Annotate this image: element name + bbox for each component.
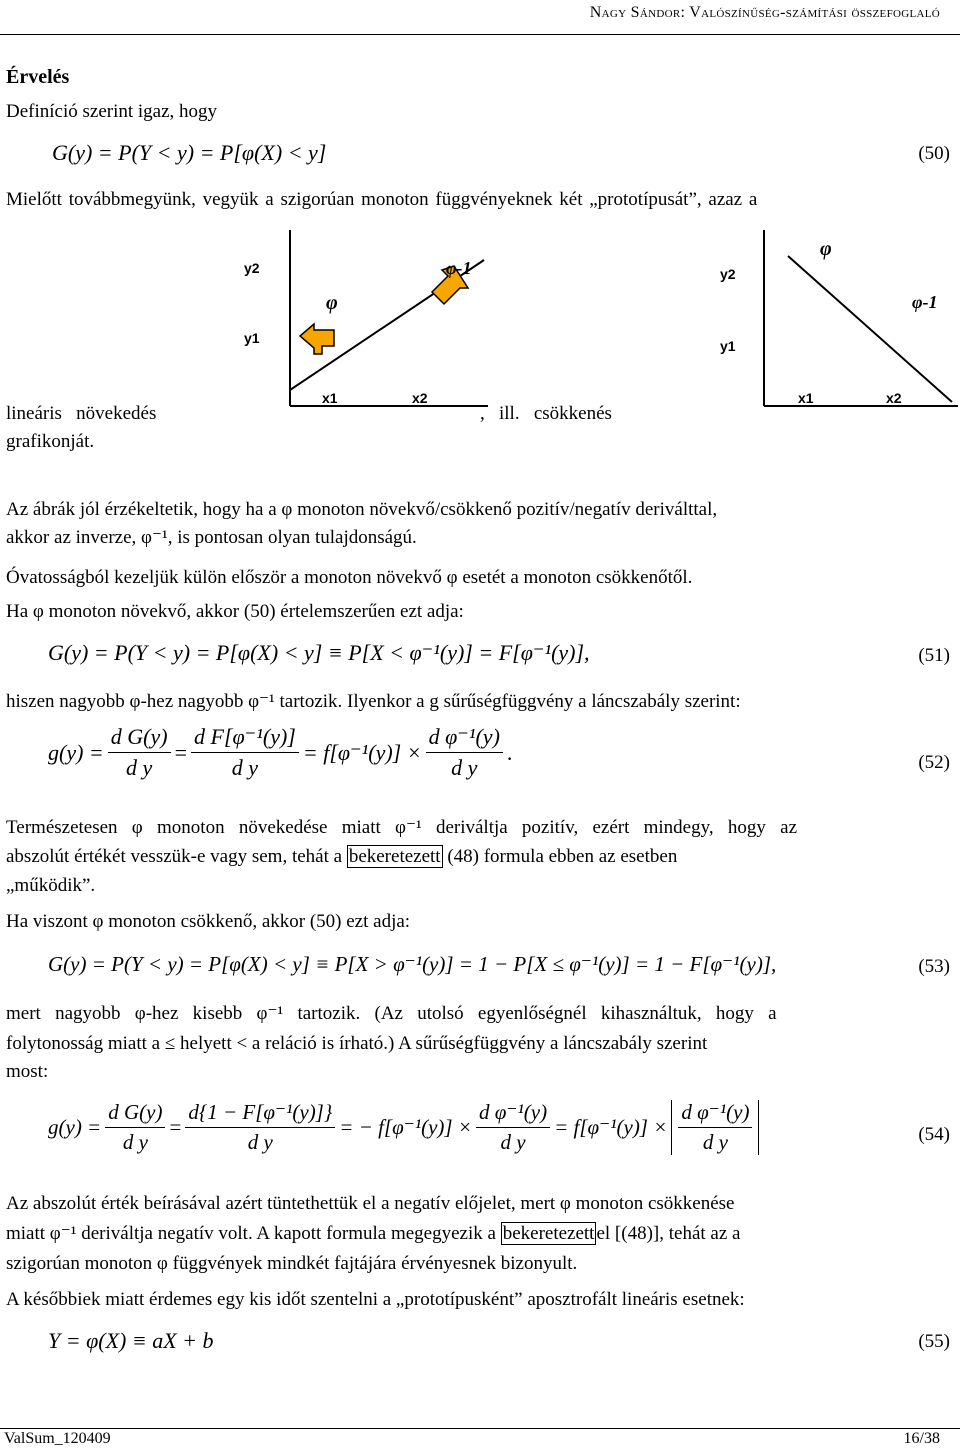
eq54-f2-num: d{1 − F[φ⁻¹(y)]} [185,1100,335,1128]
abs-paragraph-line3: szigorúan monoton φ függvények mindkét fajtájára érvényesnek bizonyult. [6,1253,578,1274]
eq52-f3-den: d y [451,755,478,780]
decreasing-graph [716,226,960,426]
abs-paragraph-line2 [6,1220,740,1247]
label-y2: y2 [720,266,736,282]
mert-paragraph-line3: most: [6,1061,49,1082]
eq54-fraction-3 [476,1100,550,1155]
equation-52: g(y) = $\frac{\text{d G(y)}}{\text{d y}}$ = $\frac{\text{d F[φ⁻¹(y)]}}{\text{d y}}$ = f[φ⁻¹(y)] × $\frac{\text{d φ⁻¹(y)}}{\text{d y}}$ . [48,724,513,780]
boxed-word: bekeretezett [348,846,441,867]
abs-paragraph-line1: Az abszolút érték beírásával azért tüntethettük el a negatív előjelet, mert φ monoton csökkenése [6,1193,735,1214]
eq54-f1-num: d G(y) [105,1100,165,1128]
equation-51: G(y) = P(Y < y) = P[φ(X) < y] ≡ P[X < φ⁻¹(y)] = F[φ⁻¹(y)], [48,640,590,665]
equation-51-number: (51) [918,645,950,666]
eq54-f4-den: d y [702,1130,728,1154]
eq52-fraction-1 [108,724,171,781]
equation-54-number: (54) [918,1124,950,1145]
figures-paragraph-line1: Az ábrák jól érzékeltetik, hogy ha a φ monoton növekvő/csökkenő pozitív/negatív deriválttal, [6,499,718,520]
decreasing-case-paragraph: Ha viszont φ monoton csökkenő, akkor (50) ezt adja: [6,911,411,932]
caption-decreasing: , ill. csökkenés [480,403,612,424]
eq54-middle-2: = f[φ⁻¹(y)] × [554,1115,668,1139]
caption-increasing: lineáris növekedés [6,403,157,424]
footer-rule [0,1428,960,1429]
eq54-fraction-1 [105,1100,165,1155]
caption-end: grafikonját. [6,431,95,452]
naturally-paragraph-line1: Természetesen φ monoton növekedése miatt φ⁻¹ deriváltja pozitív, ezért mindegy, hogy az [6,817,797,838]
equation-52-number: (52) [918,752,950,773]
equation-50: G(y) = P(Y < y) = P[φ(X) < y] [52,140,327,165]
eq54-f4-num: d φ⁻¹(y) [678,1100,752,1128]
naturally-paragraph-line2 [6,843,677,870]
label-x1: x1 [798,390,814,406]
label-y1: y1 [720,338,736,354]
label-y1: y1 [244,330,260,346]
section-title: Érvelés [6,66,70,88]
increasing-case-paragraph: Ha φ monoton növekvő, akkor (50) értelemszerűen ezt adja: [6,601,464,622]
label-y2: y2 [244,260,260,276]
running-header: Nagy Sándor: Valószínűség-számítási összefoglaló [589,4,940,21]
footer-page-number: 16/38 [903,1430,940,1447]
separate-cases-paragraph: Óvatosságból kezeljük külön először a monoton növekvő φ esetét a monoton csökkenőtől. [6,567,693,588]
label-phi-inverse: φ-1 [912,292,938,312]
figures-paragraph-line2: akkor az inverze, φ⁻¹, is pontosan olyan tulajdonságú. [6,527,417,548]
equation-50-number: (50) [918,143,950,164]
hiszen-paragraph: hiszen nagyobb φ-hez nagyobb φ⁻¹ tartozik. Ilyenkor a g sűrűségfüggvény a láncszabály szerint: [6,691,741,712]
eq52-middle: = f[φ⁻¹(y)] × [302,739,422,765]
figure-decreasing [716,226,960,426]
footer-left: ValSum_120409 [4,1430,111,1447]
eq52-f3-num: d φ⁻¹(y) [426,724,503,753]
prototype-paragraph: Mielőtt továbbmegyünk, vegyük a szigorúan monoton függvényeknek két „prototípusát”, azaz a [6,189,758,210]
abs-line2-b: el [(48)], tehát az a [596,1223,741,1244]
equation-55: Y = φ(X) ≡ aX + b [48,1328,214,1353]
equation-53: G(y) = P(Y < y) = P[φ(X) < y] ≡ P[X > φ⁻¹(y)] = 1 − P[X ≤ φ⁻¹(y)] = 1 − F[φ⁻¹(y)], [48,952,777,976]
naturally-paragraph-line3: „működik”. [6,875,96,896]
decreasing-line [788,256,952,402]
label-phi-inverse: φ-1 [446,258,472,278]
naturally-line2-b: (48) formula ebben az esetben [447,846,678,867]
boxed-word-2: bekeretezett [502,1223,595,1244]
label-phi: φ [326,292,338,314]
equation-53-number: (53) [918,956,950,977]
label-x2: x2 [886,390,902,406]
arrow-icon-up [300,324,334,354]
label-x2: x2 [412,390,428,406]
eq52-f2-num: d F[φ⁻¹(y)] [191,724,299,753]
eq54-lhs: g(y) = [48,1115,102,1139]
eq54-fraction-4 [678,1100,752,1155]
eq54-f3-den: d y [500,1130,526,1154]
abs-line2-a: miatt φ⁻¹ deriváltja negatív volt. A kapott formula megegyezik a [6,1223,496,1244]
later-paragraph: A későbbiek miatt érdemes egy kis időt szentelni a „prototípusként” aposztrofált lineáris esetnek: [6,1289,745,1310]
equation-55-number: (55) [918,1331,950,1352]
eq52-fraction-2 [191,724,299,781]
figure-increasing [240,226,490,426]
eq54-middle-1: = − f[φ⁻¹(y)] × [339,1115,473,1139]
eq52-lhs: g(y) = [48,739,104,765]
equation-54: g(y) = $\frac{\text{d G(y)}}{\text{d y}}$ = $\frac{\text{d\{1 − F[φ⁻¹(y)]\}}}{\text{d y}}$ = − f[φ⁻¹(y)] × $\frac{\text{d φ⁻¹(y)}}{\text{d y}}$ = f[φ⁻¹(y)] × $\frac{\text{d φ⁻¹(y)}}{\text{d y}}$ [48,1100,759,1155]
eq54-f2-den: d y [247,1130,273,1154]
eq54-f1-den: d y [122,1130,148,1154]
mert-paragraph-line2: folytonosság miatt a ≤ helyett < a reláció is írható.) A sűrűségfüggvény a láncszabály szerint [6,1033,708,1054]
header-rule [0,34,960,35]
increasing-graph [240,226,490,426]
eq52-fraction-3 [426,724,503,781]
eq52-f1-den: d y [126,755,153,780]
eq54-f3-num: d φ⁻¹(y) [476,1100,550,1128]
eq54-fraction-2 [185,1100,335,1155]
eq54-abs-value [671,1100,759,1155]
naturally-line2-a: abszolút értékét vesszük-e vagy sem, tehát a [6,846,343,867]
eq52-f1-num: d G(y) [108,724,171,753]
eq52-f2-den: d y [231,755,259,780]
mert-paragraph-line1: mert nagyobb φ-hez kisebb φ⁻¹ tartozik. (Az utolsó egyenlőségnél kihasználtuk, hogy a [6,1003,777,1024]
intro-line: Definíció szerint igaz, hogy [6,101,218,122]
label-x1: x1 [322,390,338,406]
label-phi: φ [820,238,832,260]
